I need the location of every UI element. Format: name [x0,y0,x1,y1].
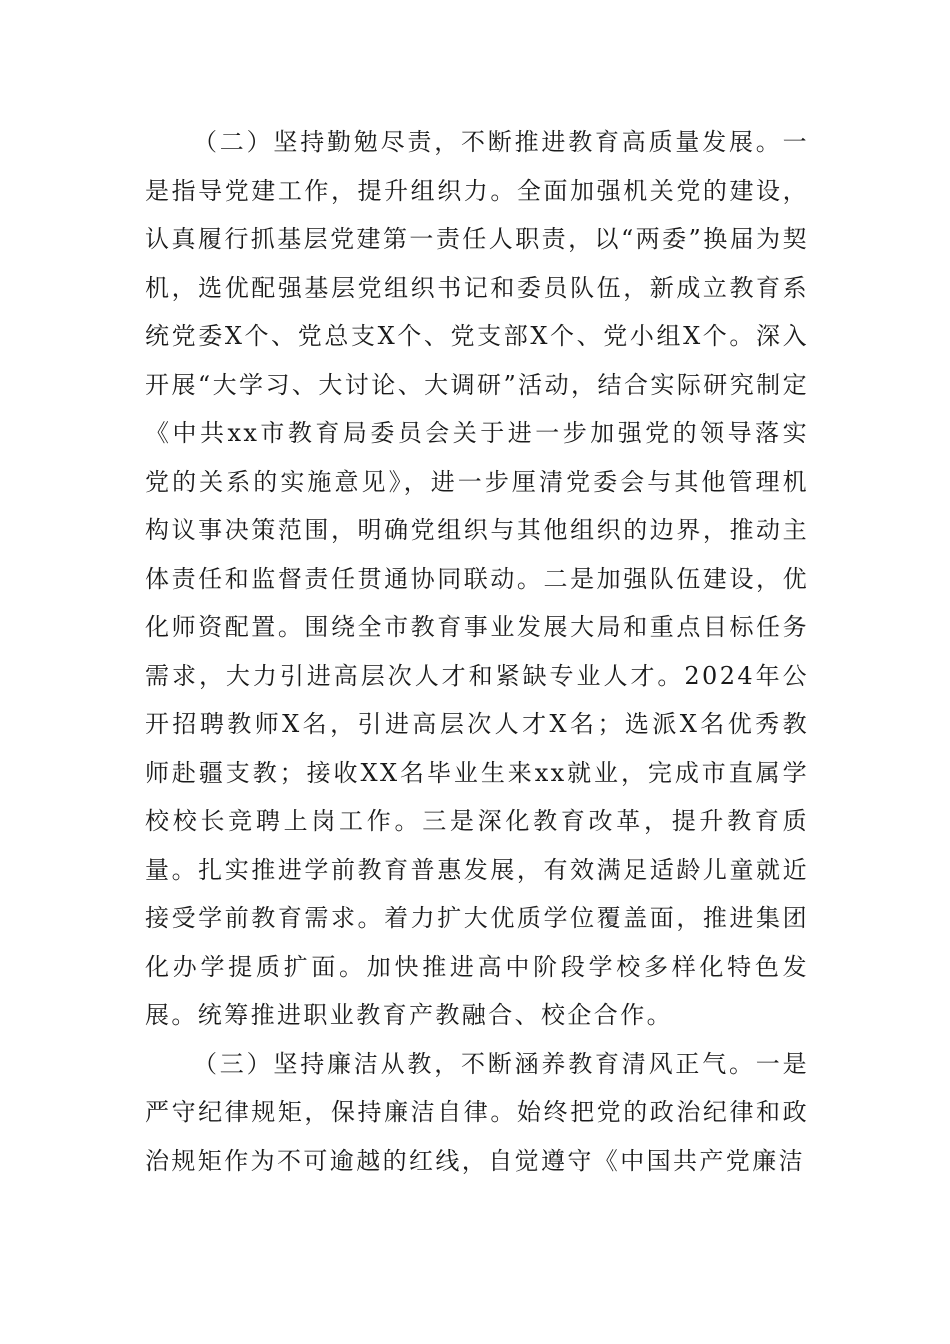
paragraph-3: （三）坚持廉洁从教，不断涵养教育清风正气。一是严守纪律规矩，保持廉洁自律。始终把党的政治纪律和政治规矩作为不可逾越的红线，自觉遵守《中国共产党廉洁 [145,1049,809,1175]
document-body [145,118,809,1185]
paragraph-2: （二）坚持勤勉尽责，不断推进教育高质量发展。一是指导党建工作，提升组织力。全面加强机关党的建设，认真履行抓基层党建第一责任人职责，以“两委”换届为契机，选优配强基层党组织书记和委员队伍，新成立教育系统党委X个、党总支X个、党支部X个、党小组X个。深入开展“大学习、大讨论、大调研”活动，结合实际研究制定《中共xx市教育局委员会关于进一步加强党的领导落实党的关系的实施意见》，进一步厘清党委会与其他管理机构议事决策范围，明确党组织与其他组织的边界，推动主体责任和监督责任贯通协同联动。二是加强队伍建设，优化师资配置。围绕全市教育事业发展大局和重点目标任务需求，大力引进高层次人才和紧缺专业人才。2024年公开招聘教师X名，引进高层次人才X名；选派X名优秀教师赴疆支教；接收XX名毕业生来xx就业，完成市直属学校校长竞聘上岗工作。三是深化教育改革，提升教育质量。扎实推进学前教育普惠发展，有效满足适龄儿童就近接受学前教育需求。着力扩大优质学位覆盖面，推进集团化办学提质扩面。加快推进高中阶段学校多样化特色发展。统筹推进职业教育产教融合、校企合作。 [145,128,809,1029]
